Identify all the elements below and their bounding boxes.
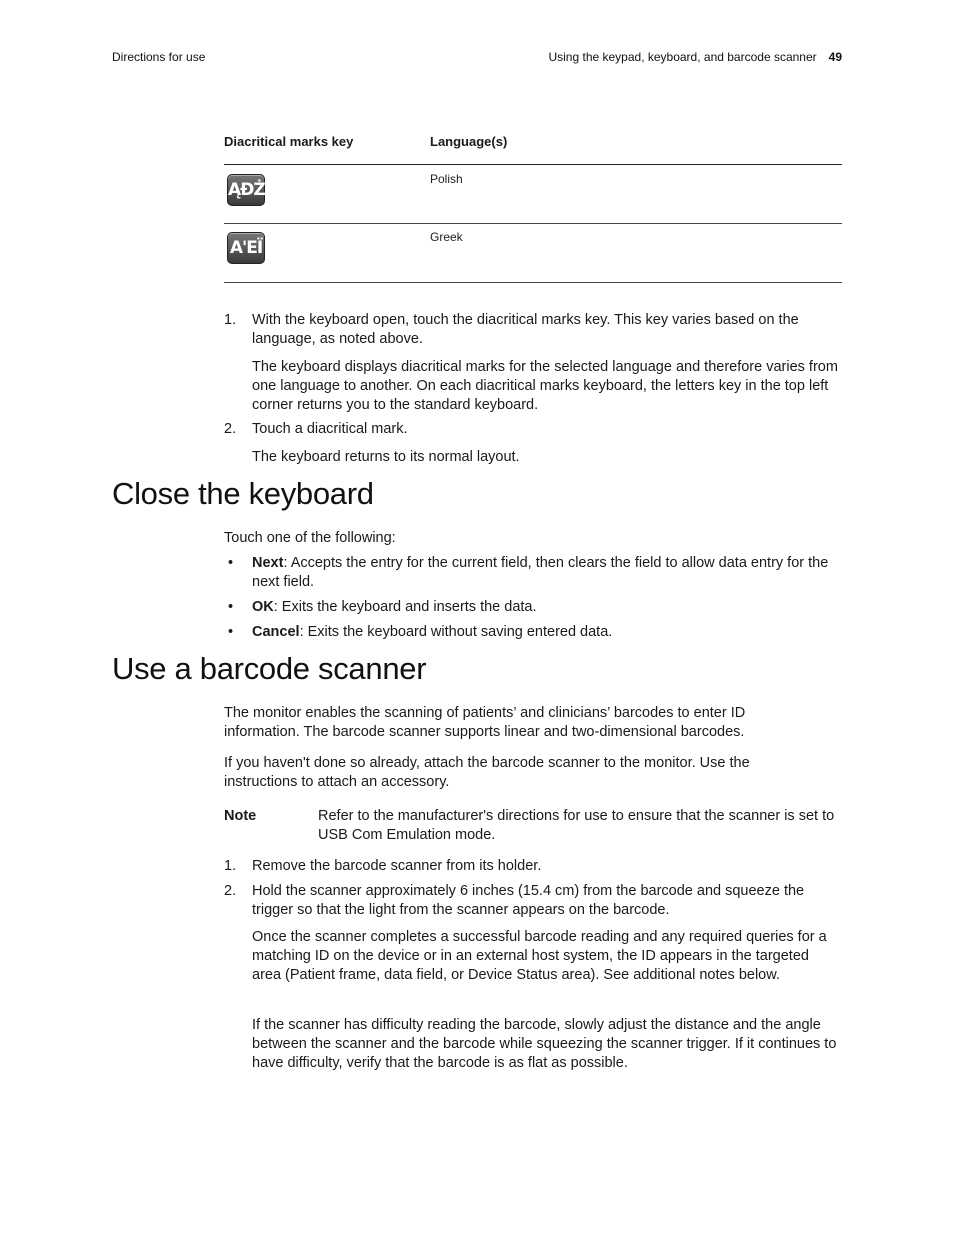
list-item-text: : Accepts the entry for the current field, then clears the field to allow data entry for the next field. xyxy=(252,555,829,590)
step-number: 1. xyxy=(224,858,237,874)
table-header-rule xyxy=(224,164,842,165)
table-cell-language: Polish xyxy=(430,172,463,186)
step-detail: If the scanner has difficulty reading the barcode, slowly adjust the distance and the angle between the scanner and the barcode while squeezing the scanner trigger. If it continues to have difficulty, verify that the barcode is as flat as possible. xyxy=(252,1017,837,1071)
table-row-rule xyxy=(224,282,842,283)
step-number: 2. xyxy=(224,883,237,899)
paragraph: The monitor enables the scanning of patients’ and clinicians’ barcodes to enter ID information. The barcode scanner supports linear and two-dimensional barcodes. xyxy=(224,705,746,740)
section-intro: Touch one of the following: xyxy=(224,530,396,546)
list-item xyxy=(252,623,842,642)
step-text: Hold the scanner approximately 6 inches (15.4 cm) from the barcode and squeeze the trigger so that the light from the scanner appears on the barcode. xyxy=(252,883,805,918)
section-heading: Close the keyboard xyxy=(112,476,374,511)
running-header-title: Using the keypad, keyboard, and barcode scanner xyxy=(548,50,817,64)
greek-diacritical-key-icon: A'EÏ xyxy=(227,232,265,264)
step-number: 1. xyxy=(224,312,237,328)
section-heading: Use a barcode scanner xyxy=(112,651,427,686)
paragraph: If you haven't done so already, attach the barcode scanner to the monitor. Use the instructions to attach an accessory. xyxy=(224,755,750,790)
bullet-icon: • xyxy=(228,555,234,571)
step-detail: Once the scanner completes a successful barcode reading and any required queries for a matching ID on the device or in an external host system, the ID appears in the targeted area (Patient frame, data field, or Device Status area). See additional notes below. xyxy=(252,929,827,983)
bullet-icon: • xyxy=(228,599,234,615)
step-text: Remove the barcode scanner from its holder. xyxy=(252,858,542,874)
step-text: With the keyboard open, touch the diacritical marks key. This key varies based on the language, as noted above. xyxy=(252,312,799,347)
table-row-rule xyxy=(224,223,842,224)
list-item-text: : Exits the keyboard without saving entered data. xyxy=(299,624,613,640)
list-item-text: : Exits the keyboard and inserts the data. xyxy=(273,599,537,615)
step-detail: The keyboard displays diacritical marks for the selected language and therefore varies from one language to another. On each diacritical marks keyboard, the letters key in the top left corner returns you to the standard keyboard. xyxy=(252,359,838,413)
table-header-key: Diacritical marks key xyxy=(224,134,354,149)
list-item xyxy=(252,554,842,592)
table-cell-language: Greek xyxy=(430,230,463,244)
list-item-term: OK xyxy=(252,599,274,615)
bullet-icon: • xyxy=(228,624,234,640)
table-header-languages: Language(s) xyxy=(430,134,508,149)
note-label: Note xyxy=(224,808,257,824)
page-number: 49 xyxy=(828,50,842,64)
running-header-right xyxy=(548,50,842,64)
list-item-term: Cancel xyxy=(252,624,300,640)
note-text: Refer to the manufacturer's directions for use to ensure that the scanner is set to USB Com Emulation mode. xyxy=(318,808,835,843)
step-text: Touch a diacritical mark. xyxy=(252,421,408,437)
step-number: 2. xyxy=(224,421,237,437)
list-item-term: Next xyxy=(252,555,284,571)
list-item xyxy=(252,598,842,617)
running-header-left: Directions for use xyxy=(112,50,206,64)
step-detail: The keyboard returns to its normal layout. xyxy=(252,449,520,465)
polish-diacritical-key-icon: ĄĐŻ xyxy=(227,174,265,206)
